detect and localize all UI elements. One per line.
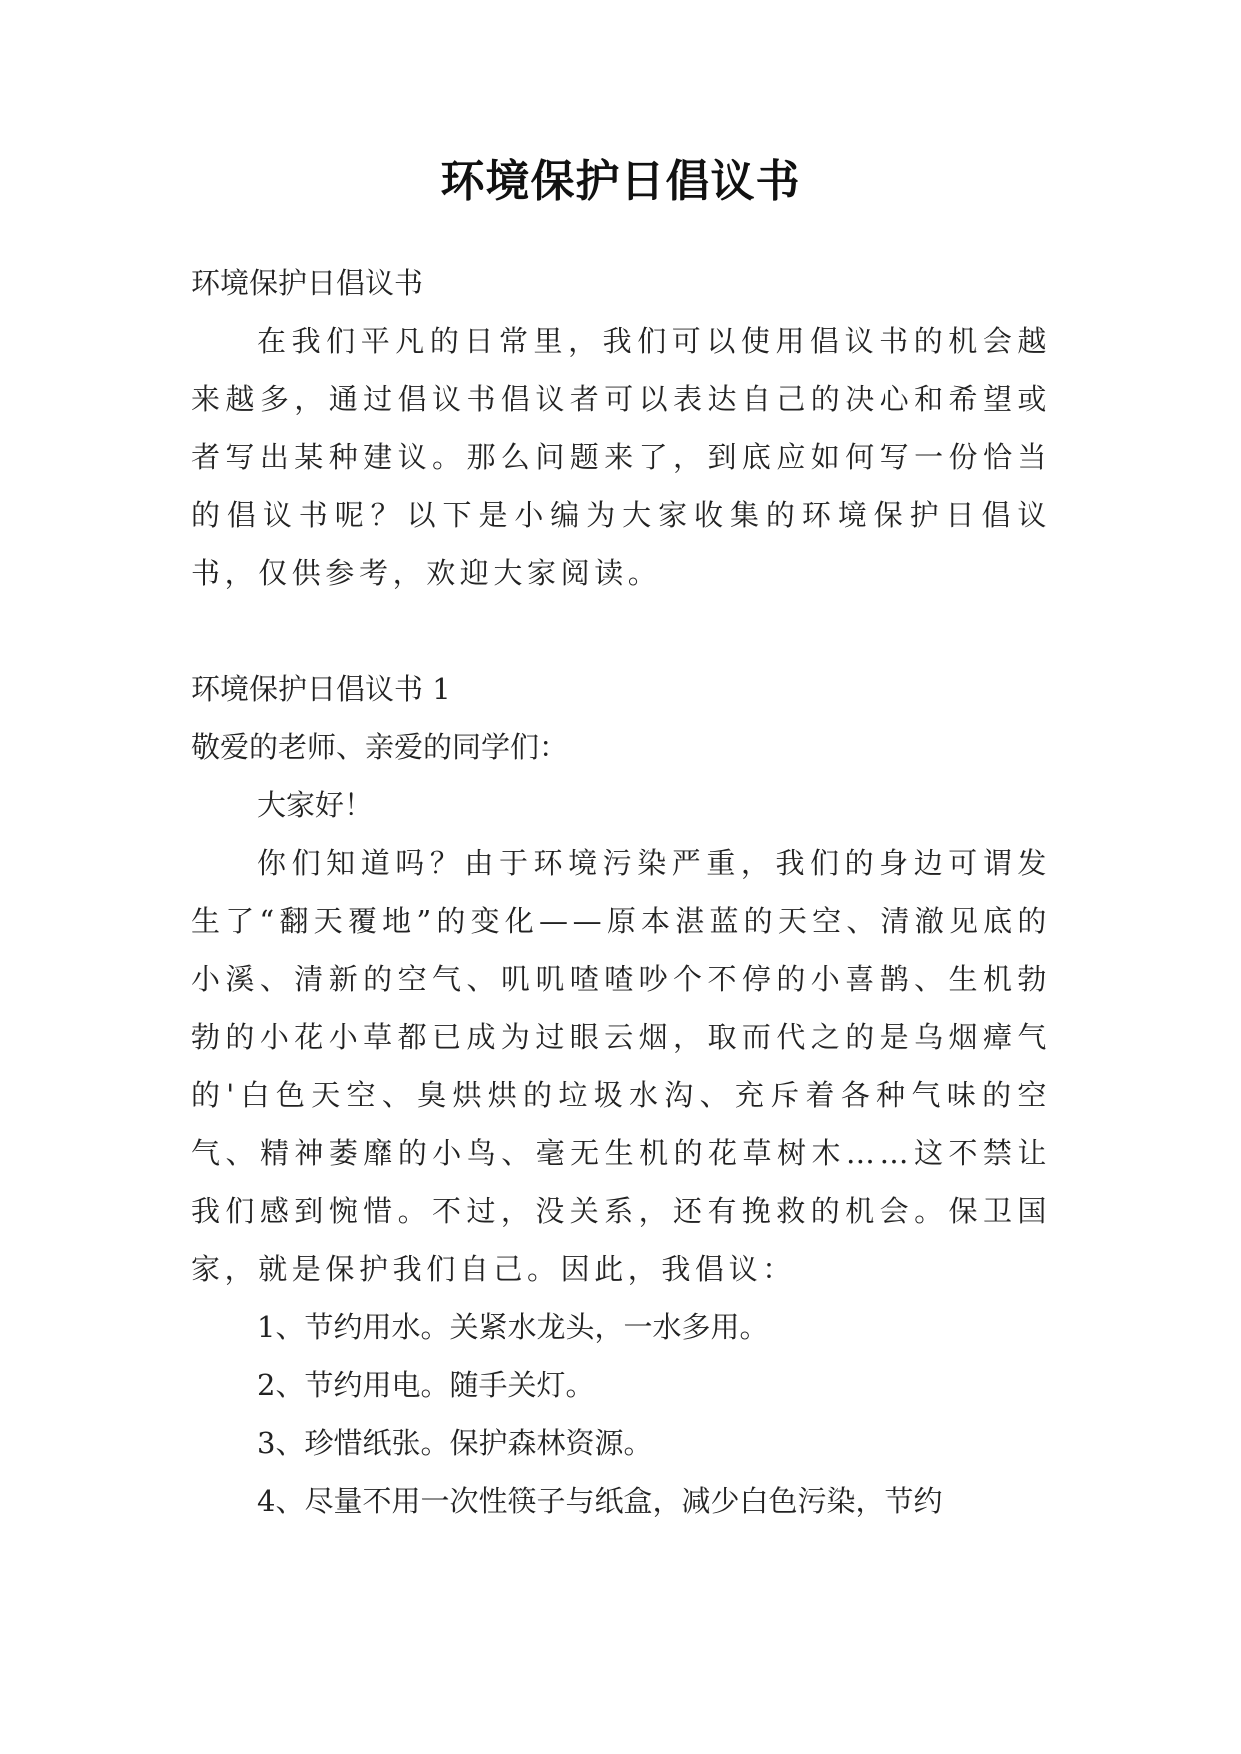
greeting: 大家好！: [257, 788, 374, 822]
list-item: 1、节约用水。关紧水龙头，一水多用。: [257, 1310, 769, 1344]
list-item: 4、尽量不用一次性筷子与纸盒，减少白色污染，节约: [257, 1484, 943, 1518]
document-subtitle: 环境保护日倡议书: [191, 266, 424, 300]
intro-paragraph: 在我们平凡的日常里，我们可以使用倡议书的机会越来越多，通过倡议书倡议者可以表达自己的决心和希望或者写出某种建议。那么问题来了，到底应如何写一份恰当的倡议书呢？以下是小编为大家收集的环境保护日倡议书，仅供参考，欢迎大家阅读。: [191, 324, 1051, 590]
document-title: 环境保护日倡议书: [440, 156, 801, 207]
salutation: 敬爱的老师、亲爱的同学们：: [191, 730, 569, 764]
section-title: 环境保护日倡议书 1: [191, 672, 451, 706]
document-body: [191, 254, 1051, 1530]
paragraph-spacer: [191, 602, 1051, 660]
list-item: 3、珍惜纸张。保护森林资源。: [257, 1426, 653, 1460]
body-paragraph: 你们知道吗？由于环境污染严重，我们的身边可谓发生了“翻天覆地”的变化——原本湛蓝的天空、清澈见底的小溪、清新的空气、叽叽喳喳吵个不停的小喜鹊、生机勃勃的小花小草都已成为过眼云烟，取而代之的是乌烟瘴气的'白色天空、臭烘烘的垃圾水沟、充斥着各种气味的空气、精神萎靡的小鸟、毫无生机的花草树木……这不禁让我们感到惋惜。不过，没关系，还有挽救的机会。保卫国家，就是保护我们自己。因此，我倡议：: [191, 846, 1051, 1286]
list-item: 2、节约用电。随手关灯。: [257, 1368, 595, 1402]
